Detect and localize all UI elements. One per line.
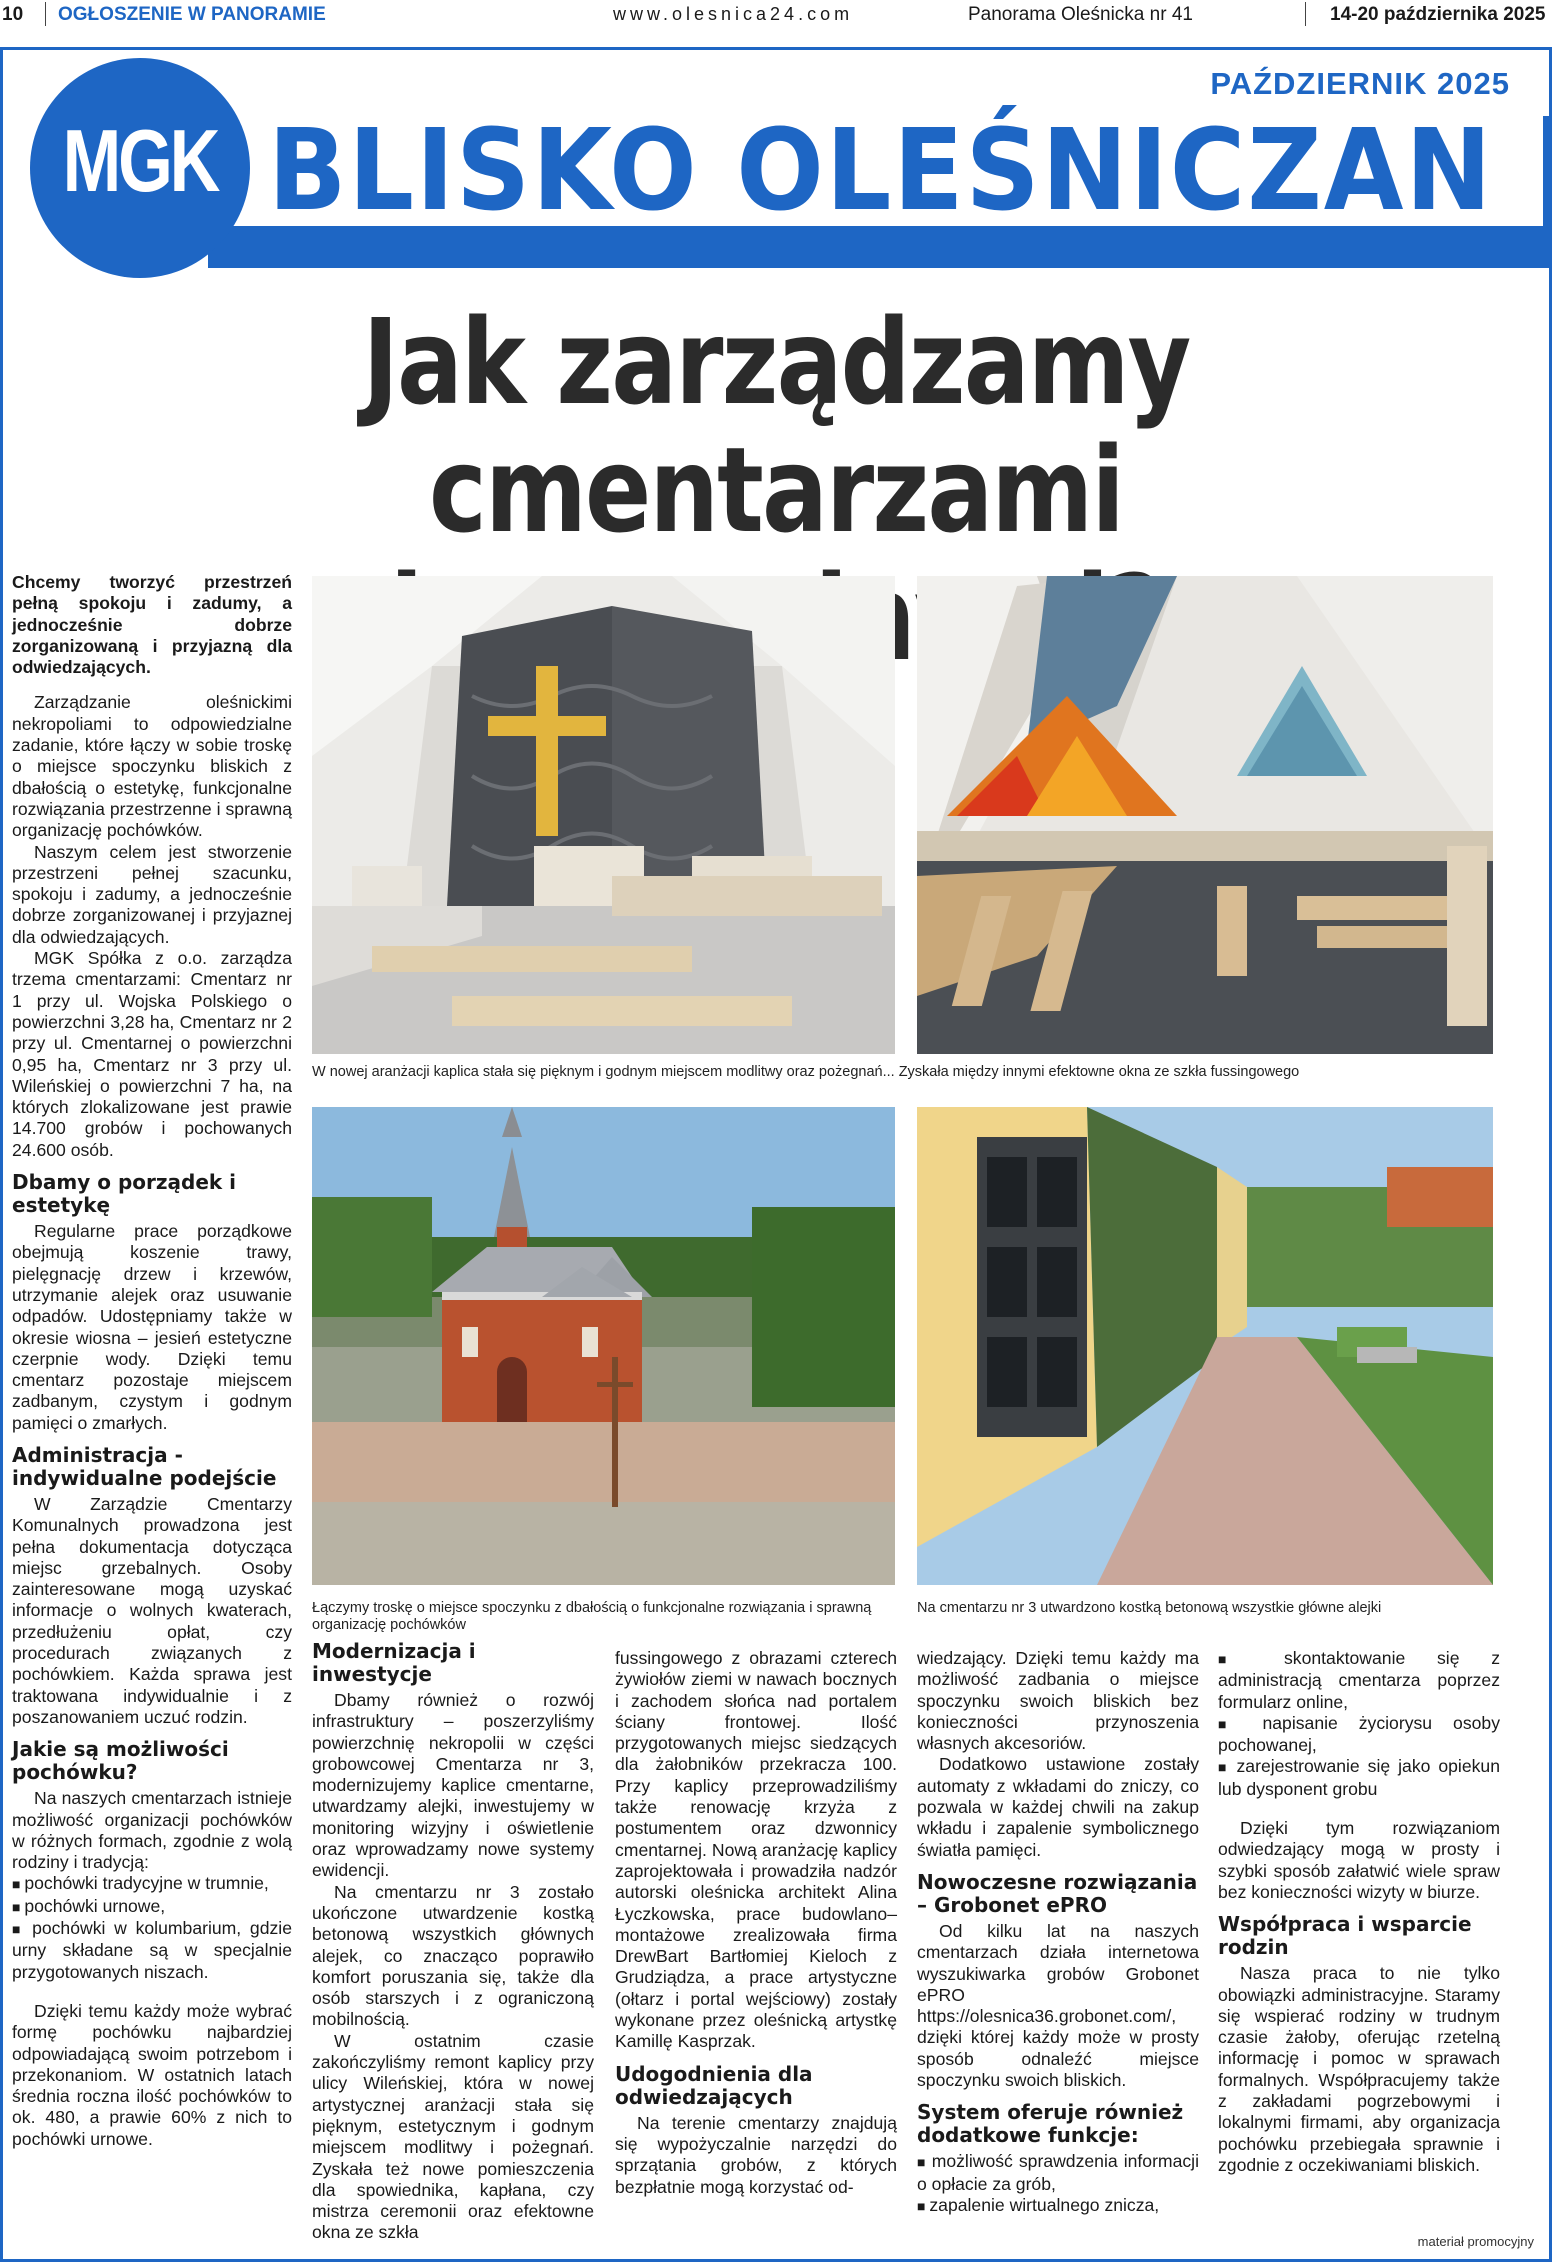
grobonet-features-list-cont (1218, 1648, 1500, 1800)
photo-church-aerial (312, 1107, 895, 1585)
promo-credit: materiał promocyjny (1417, 2234, 1534, 2249)
burial-options-list (12, 1873, 292, 1982)
photo-chapel-windows (917, 576, 1493, 1054)
subheading: Dbamy o porządek i estetykę (12, 1170, 237, 1218)
grobonet-features-list (917, 2151, 1199, 2217)
subheading: System oferuje również dodatkowe funkcje: (917, 2100, 1184, 2148)
photo-caption-church: Łączymy troskę o miejsce spoczynku z dbałością o funkcjonalne rozwiązania i sprawną organizację pochówków (312, 1600, 872, 1633)
subheading: Nowoczesne rozwiązania – Grobonet ePRO (917, 1869, 1198, 1917)
subheading: Współpraca i wsparcie rodzin (1218, 1912, 1472, 1960)
headline-line-2: cmentarzami (429, 421, 1123, 559)
column-3 (615, 1648, 897, 2198)
page-number: 10 (2, 4, 24, 25)
list-item: ■ napisanie życiorysu osoby pochowanej, (1218, 1713, 1500, 1757)
page-header-bar (0, 0, 1558, 30)
paragraph: Zarządzanie oleśnickimi nekropoliami to odpowiedzialne zadanie, które łączy w sobie troskę o miejsce spoczynku bliskich z dbałością o estetykę, funkcjonalne rozwiązania przestrzenne i sprawną organizację pochówków. (12, 692, 292, 841)
subheading: Administracja - indywidualne podejście (12, 1442, 277, 1490)
photo-chapel-altar (312, 576, 895, 1054)
issue-date: 14-20 października 2025 (1330, 4, 1546, 25)
paragraph: Nasza praca to nie tylko obowiązki administracyjne. Staramy się wspierać rodziny w trudnym czasie żałoby, oferując rzetelną informację i pomoc w sprawach formalnych. Współpracujemy także z zakładami pogrzebowymi i lokalnymi firmami, aby organizacja pochówku przebiegała sprawnie i zgodnie z oczekiwaniami bliskich. (1218, 1963, 1500, 2175)
divider (45, 2, 46, 26)
paragraph: MGK Spółka z o.o. zarządza trzema cmentarzami: Cmentarz nr 1 przy ul. Wojska Polskiego o powierzchni 3,28 ha, Cmentarz nr 2 przy ul. Cmentarnej o powierzchni 0,95 ha, Cmentarz nr 3 przy ul. Wileńskiej o powierzchni 7 ha, na których zlokalizowane jest prawie 14.700 grobów i pochowanych 24.600 osób. (12, 948, 292, 1160)
list-item: ■ zapalenie wirtualnego znicza, (917, 2195, 1199, 2217)
subheading: Modernizacja i inwestycje (312, 1639, 476, 1686)
paragraph: Na naszych cmentarzach istnieje możliwość organizacji pochówków w różnych formach, zgodnie z wolą rodziny i tradycją: (12, 1788, 292, 1873)
column-5 (1218, 1648, 1500, 2176)
paragraph: W Zarządzie Cmentarzy Komunalnych prowadzona jest pełna dokumentacja dotycząca miejsc grzebalnych. Osoby zainteresowane mogą uzyskać informacje o wolnych kwaterach, przedłużeniu opłat, czy procedurach związanych z pochówkiem. Każda sprawa jest traktowana indywidualnie i z poszanowaniem uczuć rodzin. (12, 1493, 292, 1727)
paragraph: Dodatkowo ustawione zostały automaty z wkładami do zniczy, co pozwala w każdej chwili na zakup wkładu i zapalenie symbolicznego światła pamięci. (917, 1754, 1199, 1860)
paragraph: W ostatnim czasie zakończyliśmy remont kaplicy przy ulicy Wileńskiej, która w nowej artystycznej aranżacji stała się pięknym, estetycznym i godnym miejscem modlitwy i pożegnań. Zyskała też nowe pomieszczenia dla spowiednika, kapłana, czy mistrza ceremonii oraz efektowne okna ze szkła (312, 2030, 594, 2243)
column-1 (12, 572, 292, 2150)
issue-label: Panorama Oleśnicka nr 41 (968, 4, 1193, 25)
section-label: OGŁOSZENIE W PANORAMIE (58, 4, 326, 25)
list-item: ■ pochówki tradycyjne w trumnie, (12, 1873, 292, 1895)
masthead-title: BLISKO OLEŚNICZAN (268, 106, 1494, 236)
list-item: ■ pochówki w kolumbarium, gdzie urny składane są w specjalnie przygotowanych niszach. (12, 1918, 292, 1983)
list-item: ■ pochówki urnowe, (12, 1896, 292, 1918)
headline-line-1: Jak zarządzamy (362, 293, 1190, 431)
paragraph: fussingowego z obrazami czterech żywiołów ziemi w nawach bocznych i zachodem słońca nad portalem ściany frontowej. Ilość przygotowanych miejsc siedzących dla żałobników przekracza 100. Przy kaplicy przeprowadziliśmy także renowację krzyża z postumentem oraz dzwonnicy cmentarnej. Nową aranżację kaplicy zaprojektowała i prowadziła nadzór autorski oleśnicka architekt Alina Łyczkowska, prace budowlano–montażowe zrealizowała firma DrewBart Bartłomiej Kieloch z Grudziądza, a prace artystyczne (ołtarz i portal wejściowy) zostały wykonane przez oleśnicką artystkę Kamillę Kasprzak. (615, 1648, 897, 2052)
issue-month: PAŹDZIERNIK 2025 (1210, 66, 1510, 101)
photo-caption-top: W nowej aranżacji kaplica stała się pięknym i godnym miejscem modlitwy oraz pożegnań... Zyskała między innymi efektowne okna ze szkła fussingowego (312, 1064, 1300, 1080)
paragraph: Naszym celem jest stworzenie przestrzeni pełnej szacunku, spokoju i zadumy, a jednocześnie dobrze zorganizowanej i przyjaznej dla odwiedzających. (12, 841, 292, 947)
column-4 (917, 1648, 1199, 2217)
photo-columbarium-alley (917, 1107, 1493, 1585)
paragraph: Regularne prace porządkowe obejmują koszenie trawy, pielęgnację drzew i krzewów, utrzymanie alejek oraz usuwanie odpadów. Udostępniamy także w okresie wiosna – jesień estetyczne czerpnie wody. Dzięki temu cmentarz pozostaje miejscem zadbanym, czystym i godnym pamięci o zmarłych. (12, 1221, 292, 1433)
list-item: ■ skontaktowanie się z administracją cmentarza poprzez formularz online, (1218, 1648, 1500, 1713)
list-item: ■ możliwość sprawdzenia informacji o opłacie za grób, (917, 2151, 1199, 2195)
photo-caption-alley: Na cmentarzu nr 3 utwardzono kostką betonową wszystkie główne alejki (917, 1600, 1382, 1616)
column-2 (312, 1640, 594, 2244)
lead-paragraph: Chcemy tworzyć przestrzeń pełną spokoju i zadumy, a jednocześnie dobrze zorganizowaną i przyjazną dla odwiedzających. (12, 572, 292, 678)
list-item: ■ zarejestrowanie się jako opiekun lub dysponent grobu (1218, 1756, 1500, 1800)
paragraph: Na cmentarzu nr 3 zostało ukończone utwardzenie kostką betonową wszystkich głównych alejek, co znacząco poprawiło komfort poruszania się, także dla osób starszych i z ograniczoną mobilnością. (312, 1881, 594, 2030)
paragraph: Dbamy również o rozwój infrastruktury – poszerzyliśmy powierzchnię nekropolii w części grobowcowej Cmentarza nr 3, modernizujemy kaplice cmentarne, utwardzamy alejki, inwestujemy w monitoring wizyjny i oświetlenie oraz wprowadzamy nowe systemy ewidencji. (312, 1690, 594, 1881)
paragraph: Od kilku lat na naszych cmentarzach działa internetowa wyszukiwarka grobów Grobonet ePRO https://olesnica36.grobonet.com/, dzięki której każdy może w prosty sposób odnaleźć miejsce spoczynku swoich bliskich. (917, 1920, 1199, 2091)
paragraph: wiedzający. Dzięki temu każdy ma możliwość zadbania o miejsce spoczynku swoich bliskich bez konieczności przynoszenia własnych akcesoriów. (917, 1648, 1199, 1754)
paragraph: Dzięki tym rozwiązaniom odwiedzający mogą w prosty i szybki sposób załatwić wiele spraw bez konieczności wizyty w biurze. (1218, 1818, 1500, 1902)
divider (1305, 2, 1306, 26)
subheading: Jakie są możliwości pochówku? (12, 1737, 229, 1785)
mgk-logo-text: MGK (62, 111, 218, 210)
website-link[interactable]: www.olesnica24.com (613, 4, 854, 24)
paragraph: Na terenie cmentarzy znajdują się wypożyczalnie narzędzi do sprzątania grobów, z których bezpłatnie mogą korzystać od- (615, 2112, 897, 2197)
paragraph: Dzięki temu każdy może wybrać formę pochówku najbardziej odpowiadającą swoim potrzebom i przekonaniom. W ostatnich latach średnia roczna ilość pochówków to ok. 480, a prawie 60% z nich to pochówki urnowe. (12, 2000, 292, 2149)
subheading: Udogodnienia dla odwiedzających (615, 2061, 813, 2109)
